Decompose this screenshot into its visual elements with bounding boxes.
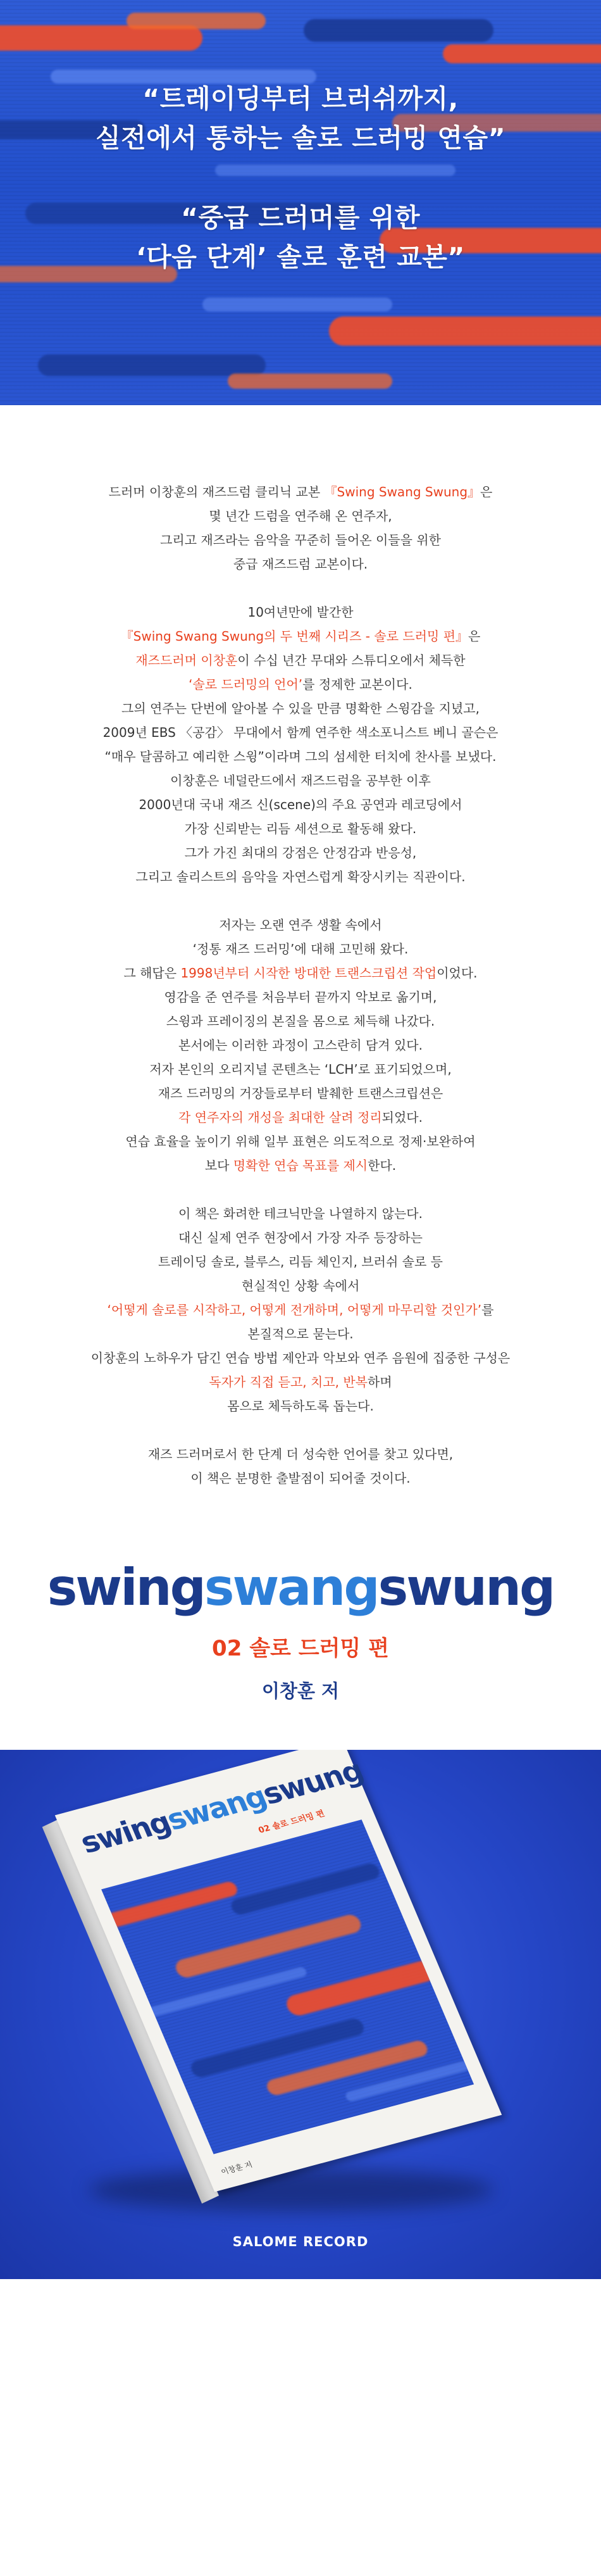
description-line [25, 1394, 576, 1418]
description-line [25, 913, 576, 937]
body-text: 이었다. [437, 965, 478, 981]
orange-brush-streak [101, 1880, 239, 1930]
highlighted-text: 각 연주자의 개성을 최대한 살려 정리 [178, 1110, 382, 1125]
body-text: 그 해답은 [123, 965, 181, 981]
book-subtitle: 02 솔로 드러밍 편 [212, 1636, 389, 1661]
description-line [25, 1202, 576, 1226]
description-line [25, 624, 576, 648]
dark-brush-streak [304, 19, 493, 42]
body-text: 2000년대 국내 재즈 신(scene)의 주요 공연과 레코딩에서 [139, 797, 462, 812]
description-line [25, 600, 576, 624]
description-line [25, 865, 576, 889]
description-line [25, 1442, 576, 1466]
dark-brush-streak [38, 355, 266, 376]
body-text: 이 책은 분명한 출발점이 되어줄 것이다. [190, 1471, 411, 1486]
logo-word: swing [47, 1558, 204, 1617]
description-paragraph [25, 480, 576, 576]
description-line [25, 1226, 576, 1250]
description-line [25, 1033, 576, 1057]
body-text: 은 [468, 629, 481, 644]
hero-line: “중급 드러머를 위한 [181, 203, 420, 233]
book-cover [55, 1750, 502, 2192]
orange-brush-streak [127, 13, 266, 29]
description-line [25, 672, 576, 696]
body-text: 그리고 재즈라는 음악을 꾸준히 들어온 이들을 위한 [160, 532, 441, 548]
series-logo [0, 1559, 601, 1617]
body-text: 2009년 EBS 〈공감〉 무대에서 함께 연주한 색소포니스트 베니 골슨은 [102, 725, 499, 740]
body-text: 이창훈의 노하우가 담긴 연습 방법 제안과 악보와 연주 음원에 집중한 구성은 [90, 1350, 511, 1366]
orange-brush-streak [283, 1959, 438, 2018]
highlighted-text: 『Swing Swang Swung의 두 번째 시리즈 - 솔로 드러밍 편』 [120, 629, 469, 644]
description-line [25, 1129, 576, 1153]
orange-brush-streak [173, 1913, 364, 1980]
body-text: 재즈 드러밍의 거장들로부터 발췌한 트랜스크립션은 [158, 1086, 443, 1101]
highlighted-text: 독자가 직접 듣고, 치고, 반복 [209, 1374, 368, 1390]
highlighted-text: ‘어떻게 솔로를 시작하고, 어떻게 전개하며, 어떻게 마무리할 것인가’ [107, 1302, 482, 1317]
description-line [25, 961, 576, 985]
hero-banner [0, 0, 601, 405]
highlighted-text: 1998년부터 시작한 방대한 트랜스크립션 작업 [180, 965, 437, 981]
body-text: 몸으로 체득하도록 돕는다. [227, 1398, 374, 1414]
orange-brush-streak [443, 44, 601, 63]
body-text: 그리고 솔리스트의 음악을 자연스럽게 확장시키는 직관이다. [135, 869, 466, 884]
hero-line: ‘다음 단계’ 솔로 훈련 교본” [136, 242, 465, 272]
description-line [25, 1105, 576, 1129]
description-line [25, 720, 576, 745]
cover-logo-word: swang [161, 1779, 271, 1837]
description-line [25, 817, 576, 841]
book-photo [0, 1750, 601, 2279]
body-text: 본질적으로 묻는다. [247, 1326, 354, 1341]
book-author: 이창훈 저 [261, 1680, 340, 1702]
light-brush-streak [145, 1966, 307, 2018]
logo-word: swung [378, 1558, 554, 1617]
body-text: 연습 효율을 높이기 위해 일부 표현은 의도적으로 정제·보완하여 [125, 1134, 476, 1149]
book-title-block [0, 1514, 601, 1750]
description-line [25, 985, 576, 1009]
cover-subtitle: 02 솔로 드러밍 편 [257, 1809, 326, 1836]
dark-brush-streak [229, 1862, 382, 1916]
body-text: 되었다. [381, 1110, 423, 1125]
body-text: 이창훈은 네덜란드에서 재즈드럼을 공부한 이후 [170, 773, 431, 788]
hero-headline [0, 79, 601, 277]
body-text: 이 책은 화려한 테크닉만을 나열하지 않는다. [178, 1206, 423, 1221]
highlighted-text: 명확한 연습 목표를 제시 [233, 1158, 368, 1173]
body-text: 이 수십 년간 무대와 스튜디오에서 체득한 [237, 653, 466, 668]
cover-logo-word: swing [75, 1805, 175, 1860]
highlighted-text: 『Swing Swang Swung』 [324, 484, 481, 499]
description-line [25, 1009, 576, 1033]
description-line [25, 480, 576, 504]
light-brush-streak [202, 298, 392, 311]
description-paragraph [25, 600, 576, 889]
book-3d [55, 1750, 502, 2192]
description-line [25, 1081, 576, 1105]
cover-author: 이창훈 저 [220, 2159, 254, 2177]
description-line [25, 1298, 576, 1322]
description-line [25, 528, 576, 552]
body-text: 드러머 이창훈의 재즈드럼 클리닉 교본 [108, 484, 325, 499]
body-text: 보다 [204, 1158, 233, 1173]
book-shadow [89, 2168, 493, 2212]
body-text: 몇 년간 드럼을 연주해 온 연주자, [209, 508, 392, 524]
description-line [25, 1250, 576, 1274]
body-text: 그의 연주는 단번에 알아볼 수 있을 만큼 명확한 스윙감을 지녔고, [121, 701, 480, 716]
description-line [25, 745, 576, 769]
description-line [25, 648, 576, 672]
description-line [25, 552, 576, 576]
highlighted-text: 재즈드러머 이창훈 [135, 653, 238, 668]
body-text: 트레이딩 솔로, 블루스, 리듬 체인지, 브러쉬 솔로 등 [158, 1254, 443, 1269]
body-text: 본서에는 이러한 과정이 고스란히 담겨 있다. [178, 1038, 423, 1053]
book-description [0, 405, 601, 1490]
description-paragraph [25, 1442, 576, 1490]
body-text: 그가 가진 최대의 강점은 안정감과 반응성, [184, 845, 417, 860]
description-line [25, 504, 576, 528]
description-line [25, 1153, 576, 1178]
description-line [25, 696, 576, 720]
logo-word: swang [204, 1558, 378, 1617]
body-text: 중급 재즈드럼 교본이다. [233, 556, 368, 572]
orange-brush-streak [329, 317, 601, 346]
orange-brush-streak [228, 374, 392, 389]
publisher-brand: SALOME RECORD [232, 2234, 369, 2249]
body-text: “매우 달콤하고 예리한 스윙”이라며 그의 섬세한 터치에 찬사를 보냈다. [104, 749, 497, 764]
description-line [25, 769, 576, 793]
body-text: 은 [480, 484, 493, 499]
body-text: 를 [481, 1302, 494, 1317]
hero-line: “트레이딩부터 브러쉬까지, [142, 84, 459, 114]
description-paragraph [25, 1202, 576, 1418]
body-text: ‘정통 재즈 드러밍’에 대해 고민해 왔다. [192, 941, 409, 957]
body-text: 10여년만에 발간한 [247, 605, 354, 620]
body-text: 대신 실제 연주 현장에서 가장 자주 등장하는 [178, 1230, 423, 1245]
description-line [25, 1322, 576, 1346]
orange-brush-streak [0, 25, 202, 51]
hero-line: 실전에서 통하는 솔로 드러밍 연습” [95, 123, 506, 153]
body-text: 영감을 준 연주를 처음부터 끝까지 악보로 옮기며, [164, 990, 437, 1005]
description-line [25, 1274, 576, 1298]
highlighted-text: ‘솔로 드러밍의 언어’ [189, 677, 303, 692]
description-line [25, 937, 576, 961]
body-text: 스윙과 프레이징의 본질을 몸으로 체득해 나갔다. [166, 1014, 435, 1029]
description-line [25, 1370, 576, 1394]
cover-logo-word: swung [257, 1753, 368, 1811]
description-line [25, 793, 576, 817]
body-text: 를 정제한 교본이다. [302, 677, 412, 692]
body-text: 현실적인 상황 속에서 [241, 1278, 360, 1293]
cover-artwork [101, 1819, 474, 2154]
body-text: 한다. [368, 1158, 397, 1173]
description-line [25, 841, 576, 865]
description-line [25, 1057, 576, 1081]
description-line [25, 1346, 576, 1370]
body-text: 저자는 오랜 연주 생활 속에서 [219, 917, 382, 933]
body-text: 재즈 드러머로서 한 단계 더 성숙한 언어를 찾고 있다면, [147, 1447, 454, 1462]
description-paragraph [25, 913, 576, 1178]
body-text: 저자 본인의 오리지널 콘텐츠는 ‘LCH’로 표기되었으며, [149, 1062, 452, 1077]
body-text: 가장 신뢰받는 리듬 세션으로 활동해 왔다. [184, 821, 417, 836]
body-text: 하며 [368, 1374, 392, 1390]
description-line [25, 1466, 576, 1490]
